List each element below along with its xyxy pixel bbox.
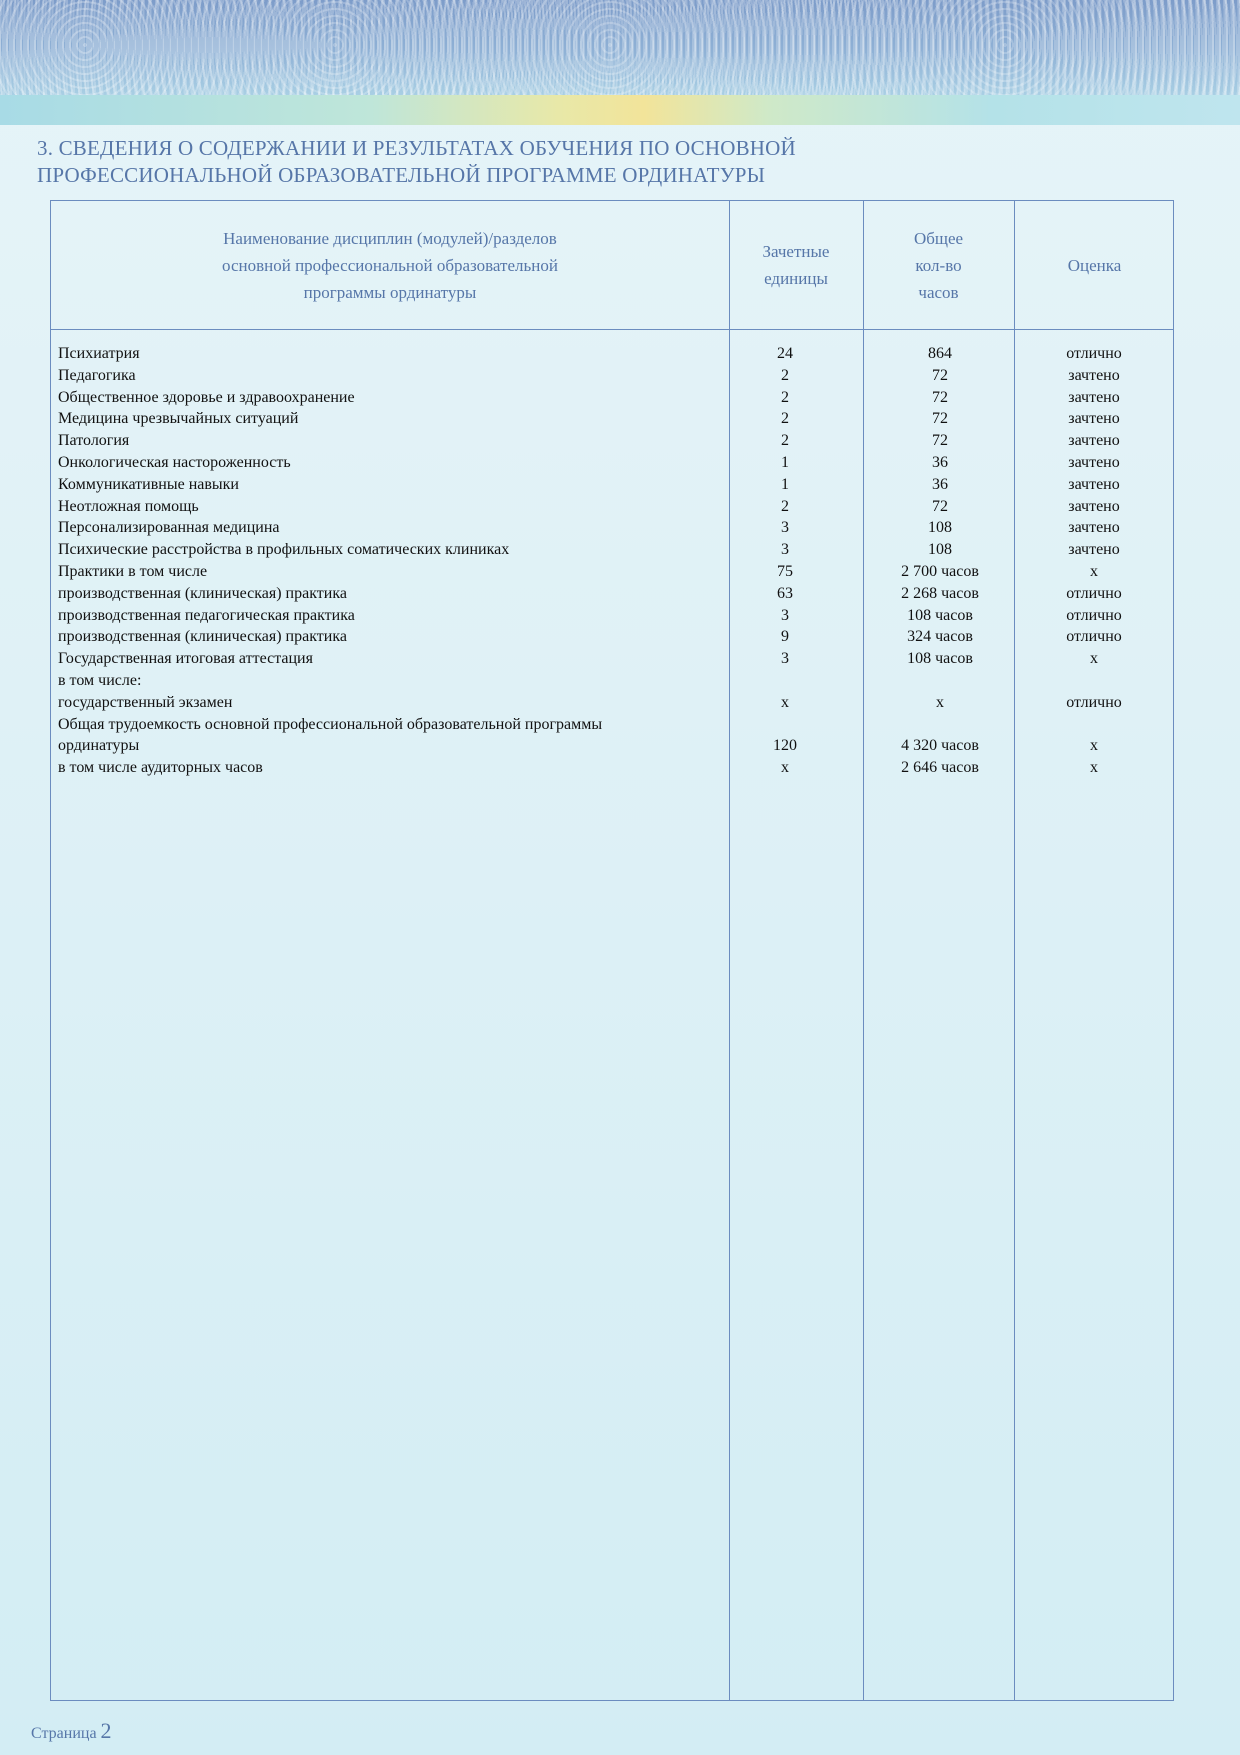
cell-units: 2 <box>781 388 789 406</box>
rainbow-strip <box>0 95 1240 125</box>
page-number-value: 2 <box>100 1718 112 1743</box>
guilloche-header-band <box>0 0 1240 95</box>
cell-units: 3 <box>781 541 789 559</box>
table-row <box>51 735 1175 757</box>
table-row <box>51 539 1175 561</box>
cell-name: Общественное здоровье и здравоохранение <box>58 388 355 406</box>
section-title <box>37 135 837 189</box>
header-divider <box>51 329 1173 330</box>
cell-grade: зачтено <box>1068 497 1120 515</box>
cell-units: 1 <box>781 454 789 471</box>
cell-hours: 2 700 часов <box>901 563 979 580</box>
cell-hours: 2 646 часов <box>901 759 979 777</box>
cell-hours: 72 <box>932 366 948 384</box>
cell-units: 3 <box>781 650 789 668</box>
header-name: Наименование дисциплин (модулей)/разделов основной профессиональной образовательной программы ординатуры <box>222 228 558 302</box>
cell-units: 24 <box>777 345 793 362</box>
cell-hours: 864 <box>928 345 952 362</box>
header-grade: Оценка <box>1067 255 1122 275</box>
cell-units: 3 <box>781 519 789 537</box>
table-row <box>51 365 1175 387</box>
cell-name: Педагогика <box>58 366 136 384</box>
cell-name: ординатуры <box>58 737 140 755</box>
cell-grade: зачтено <box>1068 366 1120 384</box>
cell-grade: отлично <box>1066 345 1122 362</box>
cell-hours: 36 <box>932 475 948 493</box>
table-row <box>51 517 1175 539</box>
cell-name: Медицина чрезвычайных ситуаций <box>58 410 299 428</box>
cell-grade: зачтено <box>1068 519 1120 537</box>
cell-name: Неотложная помощь <box>58 497 199 515</box>
table-row <box>51 474 1175 496</box>
table-row <box>51 496 1175 518</box>
cell-name: Психиатрия <box>58 345 140 362</box>
section-title-line-2: ПРОФЕССИОНАЛЬНОЙ ОБРАЗОВАТЕЛЬНОЙ ПРОГРАММЕ ОРДИНАТУРЫ <box>37 163 766 187</box>
disciplines-table <box>50 200 1174 1701</box>
table-row <box>51 605 1175 627</box>
cell-hours: х <box>936 693 944 711</box>
cell-units: 9 <box>781 628 789 646</box>
cell-units: х <box>781 693 789 711</box>
table-row <box>51 692 1175 714</box>
cell-name: производственная (клиническая) практика <box>58 628 347 646</box>
table-row <box>51 648 1175 670</box>
cell-name: в том числе аудиторных часов <box>58 759 263 777</box>
cell-hours: 108 <box>928 541 952 559</box>
cell-grade: х <box>1090 563 1098 580</box>
table-row <box>51 387 1175 409</box>
cell-units: 75 <box>777 563 793 580</box>
cell-name: Коммуникативные навыки <box>58 475 239 493</box>
cell-units: 63 <box>777 584 793 602</box>
cell-name: государственный экзамен <box>58 693 233 711</box>
cell-name: Практики в том числе <box>58 563 208 580</box>
cell-name: производственная (клиническая) практика <box>58 584 347 602</box>
cell-units: 2 <box>781 410 789 428</box>
header-hours: Общее кол-во часов <box>913 228 964 302</box>
cell-hours: 108 часов <box>907 650 973 668</box>
cell-hours: 72 <box>932 410 948 428</box>
cell-grade: зачтено <box>1068 388 1120 406</box>
cell-hours: 72 <box>932 432 948 450</box>
cell-name: Патология <box>58 432 130 450</box>
cell-units: 1 <box>781 475 789 493</box>
header-units: Зачетные единицы <box>762 242 830 288</box>
table-row <box>51 670 1175 692</box>
section-title-line-1: 3. СВЕДЕНИЯ О СОДЕРЖАНИИ И РЕЗУЛЬТАТАХ ОБУЧЕНИЯ ПО ОСНОВНОЙ <box>37 136 796 160</box>
table-row <box>51 561 1175 583</box>
cell-grade: отлично <box>1066 628 1122 646</box>
cell-grade: зачтено <box>1068 432 1120 450</box>
table-row <box>51 714 1175 736</box>
table-row <box>51 757 1175 779</box>
cell-hours: 108 часов <box>907 606 973 624</box>
cell-grade: зачтено <box>1068 541 1120 559</box>
cell-name: производственная педагогическая практика <box>58 606 355 624</box>
cell-name: Персонализированная медицина <box>58 519 280 537</box>
cell-units: 2 <box>781 497 789 515</box>
cell-grade: х <box>1090 650 1098 668</box>
cell-grade: зачтено <box>1068 454 1120 471</box>
cell-grade: х <box>1090 759 1098 777</box>
cell-name: Общая трудоемкость основной профессиональной образовательной программы <box>58 715 603 733</box>
table-row <box>51 626 1175 648</box>
table-row <box>51 408 1175 430</box>
cell-name: Государственная итоговая аттестация <box>58 650 313 668</box>
table-row <box>51 343 1175 365</box>
cell-units: 2 <box>781 366 789 384</box>
cell-name: Онкологическая настороженность <box>58 454 291 471</box>
cell-grade: отлично <box>1066 693 1122 711</box>
cell-hours: 324 часов <box>907 628 973 646</box>
page-number <box>31 1718 112 1744</box>
table-row <box>51 583 1175 605</box>
table-row <box>51 452 1175 474</box>
cell-hours: 108 <box>928 519 952 537</box>
cell-units: 120 <box>773 737 797 755</box>
cell-hours: 4 320 часов <box>901 737 979 755</box>
cell-grade: зачтено <box>1068 475 1120 493</box>
cell-units: х <box>781 759 789 777</box>
cell-hours: 72 <box>932 497 948 515</box>
cell-name: в том числе: <box>58 672 142 689</box>
cell-grade: зачтено <box>1068 410 1120 428</box>
page-label: Страница <box>31 1725 97 1742</box>
table-row <box>51 430 1175 452</box>
cell-hours: 72 <box>932 388 948 406</box>
cell-grade: отлично <box>1066 606 1122 624</box>
cell-grade: х <box>1090 737 1098 755</box>
cell-name: Психические расстройства в профильных соматических клиниках <box>58 541 510 559</box>
cell-hours: 36 <box>932 454 948 471</box>
cell-units: 3 <box>781 606 789 624</box>
cell-grade: отлично <box>1066 584 1122 602</box>
cell-units: 2 <box>781 432 789 450</box>
cell-hours: 2 268 часов <box>901 584 979 602</box>
